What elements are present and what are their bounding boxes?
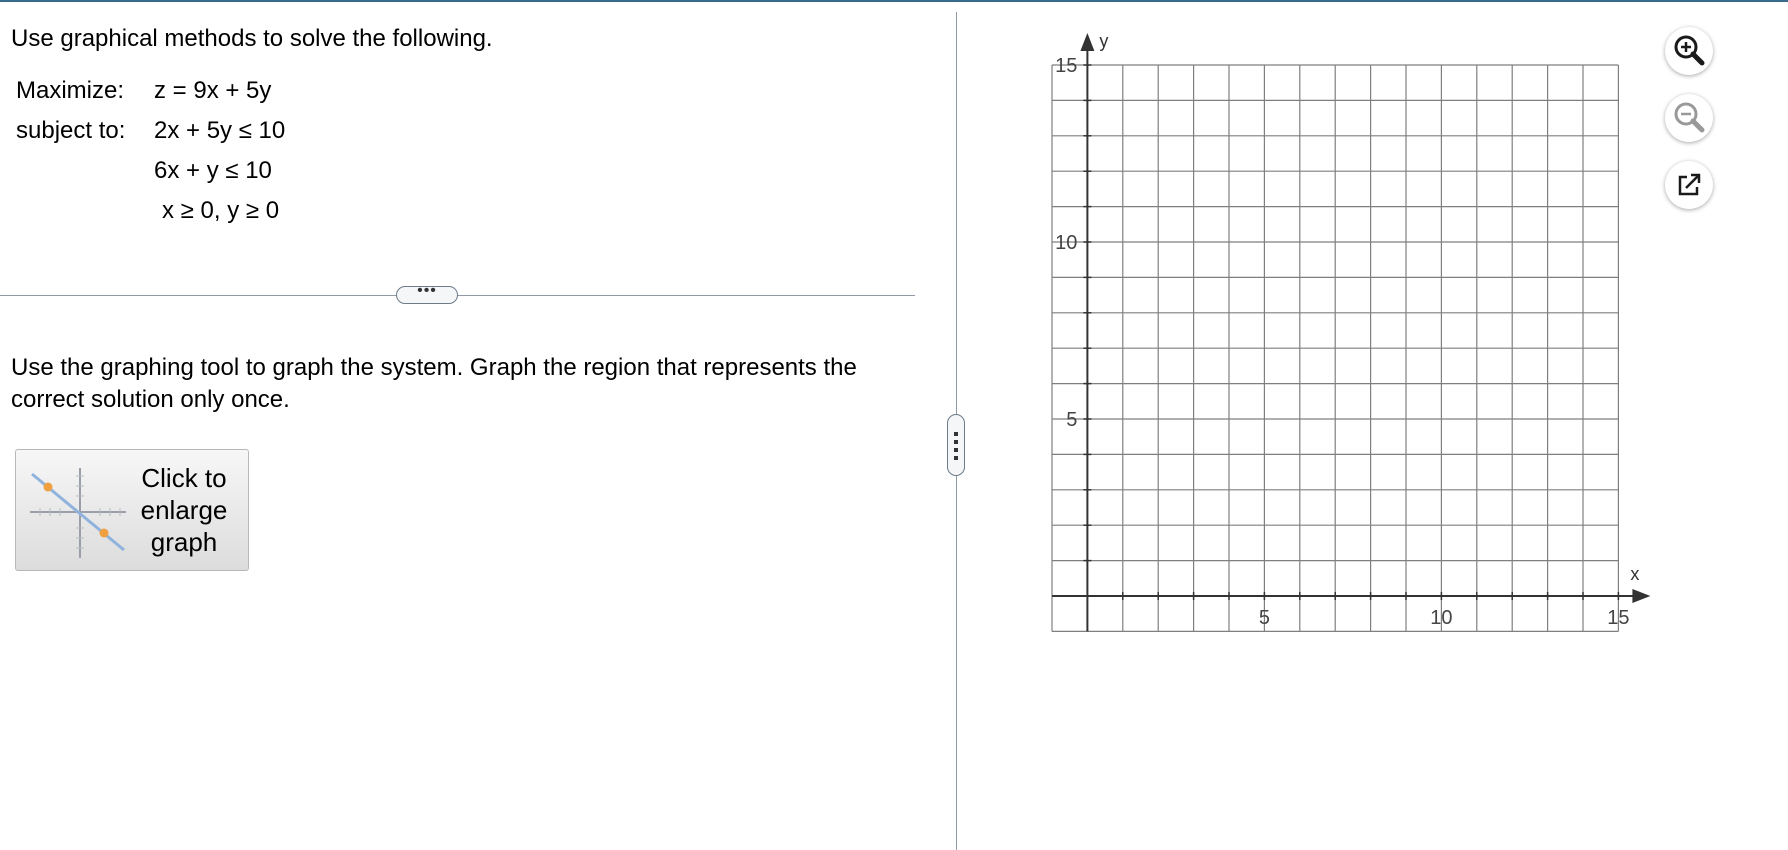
y-tick-label: 5 [1066,409,1078,431]
graph-instructions: Use the graphing tool to graph the system. Graph the region that represents the correct solution only once. [11,354,857,413]
y-axis-label: y [1099,31,1109,51]
pop-out-button[interactable] [1665,161,1713,209]
vertical-splitter-handle[interactable] [947,414,965,476]
y-tick-label: 15 [1055,55,1078,77]
zoom-out-icon [1665,94,1713,142]
graph-canvas[interactable] [1040,25,1660,645]
constraint-3: x ≥ 0, y ≥ 0 [162,197,280,224]
x-tick-label: 15 [1607,607,1630,629]
zoom-in-icon [1665,27,1713,75]
y-tick-label: 10 [1055,232,1078,254]
enlarge-label-line1: Click to [141,463,227,493]
question-instructions: Use graphical methods to solve the following. [11,25,493,52]
horizontal-splitter-handle[interactable]: ••• [396,286,458,304]
zoom-out-button[interactable] [1665,94,1713,142]
enlarge-label-line3: graph [150,527,218,557]
x-axis-label: x [1630,564,1640,584]
x-axis-arrow [1632,589,1650,603]
pop-out-icon [1665,161,1713,209]
x-tick-label: 10 [1430,607,1453,629]
enlarge-label-line2: enlarge [140,495,228,525]
enlarge-graph-label [126,462,242,558]
x-tick-label: 5 [1258,607,1270,629]
objective-row [16,76,124,106]
constraint-1: 2x + 5y ≤ 10 [154,117,286,144]
objective-function: z = 9x + 5y [154,77,272,104]
y-axis-arrow [1080,33,1094,51]
objective-label: Maximize: [16,77,125,104]
zoom-in-button[interactable] [1665,27,1713,75]
graph-thumbnail-icon [28,462,128,562]
constraints-label: subject to: [16,117,126,144]
constraint-2: 6x + y ≤ 10 [154,157,272,184]
enlarge-graph-button[interactable] [15,449,249,571]
